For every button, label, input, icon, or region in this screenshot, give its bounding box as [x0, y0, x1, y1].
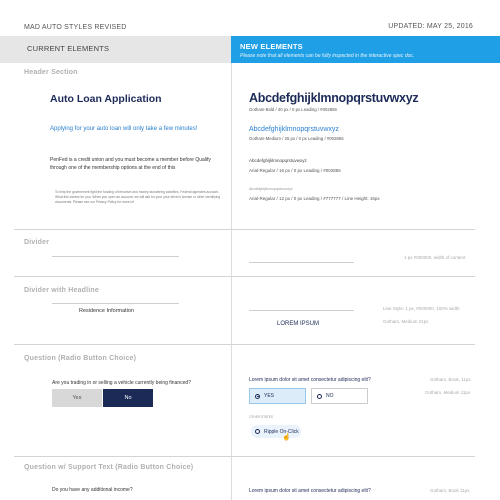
new-type-sample-medium: Abcdefghijklmnopqrstuvwxyz — [249, 126, 339, 133]
new-gotham-book-note: Gotham, Book, 11px — [430, 377, 471, 382]
hand-cursor-icon: ☝ — [282, 434, 291, 441]
section-title-question-radio: Question (Radio Button Choice) — [24, 355, 137, 362]
new-other-states-label: OTHER STATES — [249, 415, 273, 419]
current-divider-line — [52, 256, 179, 257]
new-ripple-label: Ripple On-Click — [264, 428, 299, 435]
new-radio-yes[interactable] — [249, 388, 306, 404]
updated-date: UPDATED: MAY 25, 2016 — [388, 23, 473, 30]
new-radio-ripple[interactable] — [251, 425, 301, 438]
doc-title: MAD AUTO STYLES REVISED — [24, 24, 127, 31]
new-question2-text: Lorem ipsum dolor sit amet consectetur adipiscing elit? — [249, 488, 371, 494]
radio-selected-icon — [255, 394, 260, 399]
current-residence-heading: Residence Information — [79, 308, 135, 314]
new-type-caption-bold: Gotham-Bold / 40 px / 0 px Leading / #002856 — [249, 107, 337, 112]
current-app-title: Auto Loan Application — [50, 93, 162, 105]
section-separator — [14, 229, 475, 230]
current-question-text: Are you trading in or selling a vehicle currently being financed? — [52, 380, 191, 386]
section-title-divider: Divider — [24, 239, 50, 246]
new-type-caption-medium: Gotham-Medium / 25 px / 0 px Leading / #002856 — [249, 136, 344, 141]
current-elements-header — [0, 36, 231, 63]
new-question-text: Lorem ipsum dolor sit amet consectetur adipiscing elit? — [249, 377, 371, 383]
current-question2-text: Do you have any additional income? — [52, 487, 133, 493]
section-title-question-support: Question w/ Support Text (Radio Button Choice) — [24, 464, 194, 471]
new-type-sample-regular16: Abcdefghijklmnopqrstuvwxyz — [249, 158, 307, 163]
new-headline-divider-line — [249, 310, 354, 311]
new-type-caption-regular16: Arial-Regular / 16 px / 0 px Leading / #002856 — [249, 168, 341, 173]
radio-unselected-icon — [255, 429, 260, 434]
new-radio-no-label: NO — [326, 393, 334, 399]
new-gotham-medium11-note: Gotham, Medium 11px — [425, 390, 471, 395]
new-type-sample-bold: Abcdefghijklmnopqrstuvwxyz — [249, 91, 419, 105]
current-app-link[interactable]: Applying for your auto loan will only take a few minutes! — [50, 126, 198, 132]
current-elements-label: CURRENT ELEMENTS — [27, 44, 110, 53]
top-bar — [0, 0, 500, 36]
current-no-button[interactable]: No — [103, 389, 153, 407]
new-radio-yes-label: YES — [264, 393, 275, 399]
new-elements-label: NEW ELEMENTS — [240, 42, 303, 51]
new-elements-note: Please note that all elements can be fully inspected in the interactive spec doc. — [240, 53, 415, 59]
new-elements-header — [231, 36, 500, 63]
new-type-caption-regular12: Arial-Regular / 12 px / 0 px Leading / #777777 / Line Height: 16px — [249, 196, 380, 201]
current-headline-divider-line — [52, 303, 179, 304]
section-title-header: Header Section — [24, 69, 78, 76]
section-separator — [14, 344, 475, 345]
section-separator — [14, 456, 475, 457]
new-line-style-note: Line Style: 1 px, #000000, 100% width — [383, 306, 460, 311]
current-yes-button[interactable]: Yes — [52, 389, 102, 407]
new-divider-line — [249, 262, 354, 263]
current-paragraph: PenFed is a credit union and you must become a member before Qualify through one of the membership options at the end of this — [50, 157, 211, 171]
new-divider-note: 1 px #000000, width of content — [404, 255, 466, 260]
section-title-divider-headline: Divider with Headline — [24, 287, 99, 294]
current-small-print: To help the government fight the funding of terrorism and money laundering activities, Federal agencies account. What this means for you: When you open an account, we will ask for your your driver's license or other identifying documents. Please see our Privacy Policy for more inf — [55, 190, 221, 204]
radio-unselected-icon — [317, 394, 322, 399]
new-lorem-heading: LOREM IPSUM — [277, 321, 320, 327]
section-separator — [14, 276, 475, 277]
new-radio-no[interactable] — [311, 388, 368, 404]
new-gotham-medium-note: Gotham, Medium 21px — [383, 319, 429, 324]
new-type-sample-regular12: Abcdefghijklmnopqrstuvwxyz — [249, 187, 293, 191]
column-divider — [231, 63, 232, 500]
new-gotham-book2-note: Gotham, Book 11px — [430, 488, 470, 493]
